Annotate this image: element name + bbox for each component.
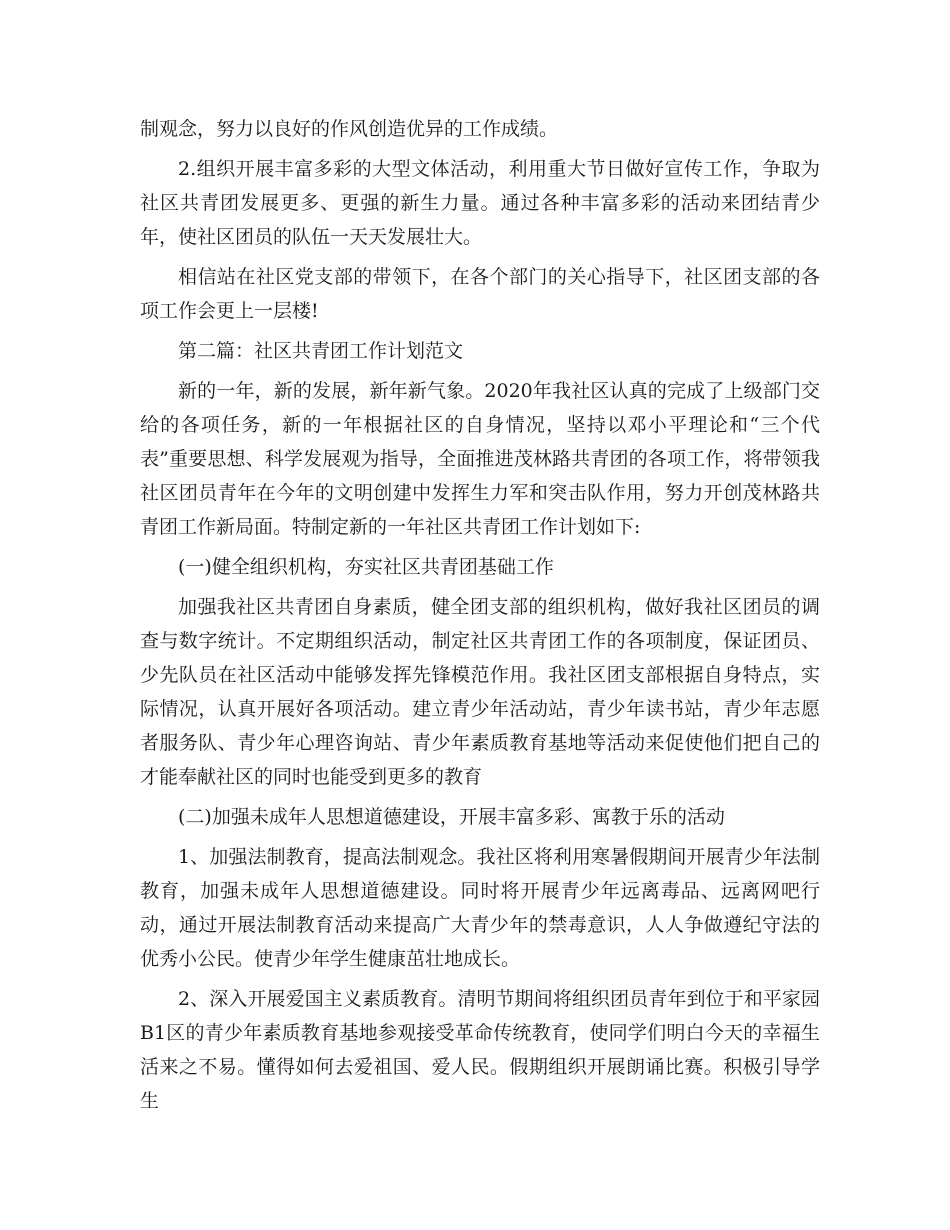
paragraph-organization: 加强我社区共青团自身素质，健全团支部的组织机构，做好我社区团员的调查与数字统计。不定期组织活动，制定社区共青团工作的各项制度，保证团员、少先队员在社区活动中能够发挥先锋模范作用。我社区团支部根据自身特点，实际情况，认真开展好各项活动。建立青少年活动站，青少年读书站，青少年志愿者服务队、青少年心理咨询站、青少年素质教育基地等活动来促使他们把自己的才能奉献社区的同时也能受到更多的教育 <box>140 596 820 788</box>
paragraph-item-2: 2.组织开展丰富多彩的大型文体活动，利用重大节日做好宣传工作，争取为社区共青团发展更多、更强的新生力量。通过各种丰富多彩的活动来团结青少年，使社区团员的队伍一天天发展壮大。 <box>140 158 820 248</box>
paragraph-closing: 相信站在社区党支部的带领下，在各个部门的关心指导下，社区团支部的各项工作会更上一层楼! <box>140 266 820 322</box>
paragraph-patriotic-education: 2、深入开展爱国主义素质教育。清明节期间将组织团员青年到位于和平家园B1区的青少年素质教育基地参观接受革命传统教育，使同学们明白今天的幸福生活来之不易。懂得如何去爱祖国、爱人民。假期组织开展朗诵比赛。积极引导学生 <box>140 988 820 1112</box>
paragraph-intro: 新的一年，新的发展，新年新气象。2020年我社区认真的完成了上级部门交给的各项任务，新的一年根据社区的自身情况，坚持以邓小平理论和“三个代表”重要思想、科学发展观为指导，全面推进茂林路共青团的各项工作，将带领我社区团员青年在今年的文明创建中发挥生力军和突击队作用，努力开创茂林路共青团工作新局面。特制定新的一年社区共青团工作计划如下: <box>140 380 820 538</box>
subsection-heading-2: (二)加强未成年人思想道德建设，开展丰富多彩、寓教于乐的活动 <box>178 806 725 828</box>
section-title: 第二篇：社区共青团工作计划范文 <box>178 340 464 362</box>
paragraph-legal-education: 1、加强法制教育，提高法制观念。我社区将利用寒暑假期间开展青少年法制教育，加强未成年人思想道德建设。同时将开展青少年远离毒品、远离网吧行动，通过开展法制教育活动来提高广大青少年的禁毒意识，人人争做遵纪守法的优秀小公民。使青少年学生健康茁壮地成长。 <box>140 846 820 970</box>
subsection-heading-1: (一)健全组织机构，夯实社区共青团基础工作 <box>178 556 554 578</box>
paragraph-continuation: 制观念，努力以良好的作风创造优异的工作成绩。 <box>140 118 559 140</box>
document-body <box>140 112 820 1124</box>
